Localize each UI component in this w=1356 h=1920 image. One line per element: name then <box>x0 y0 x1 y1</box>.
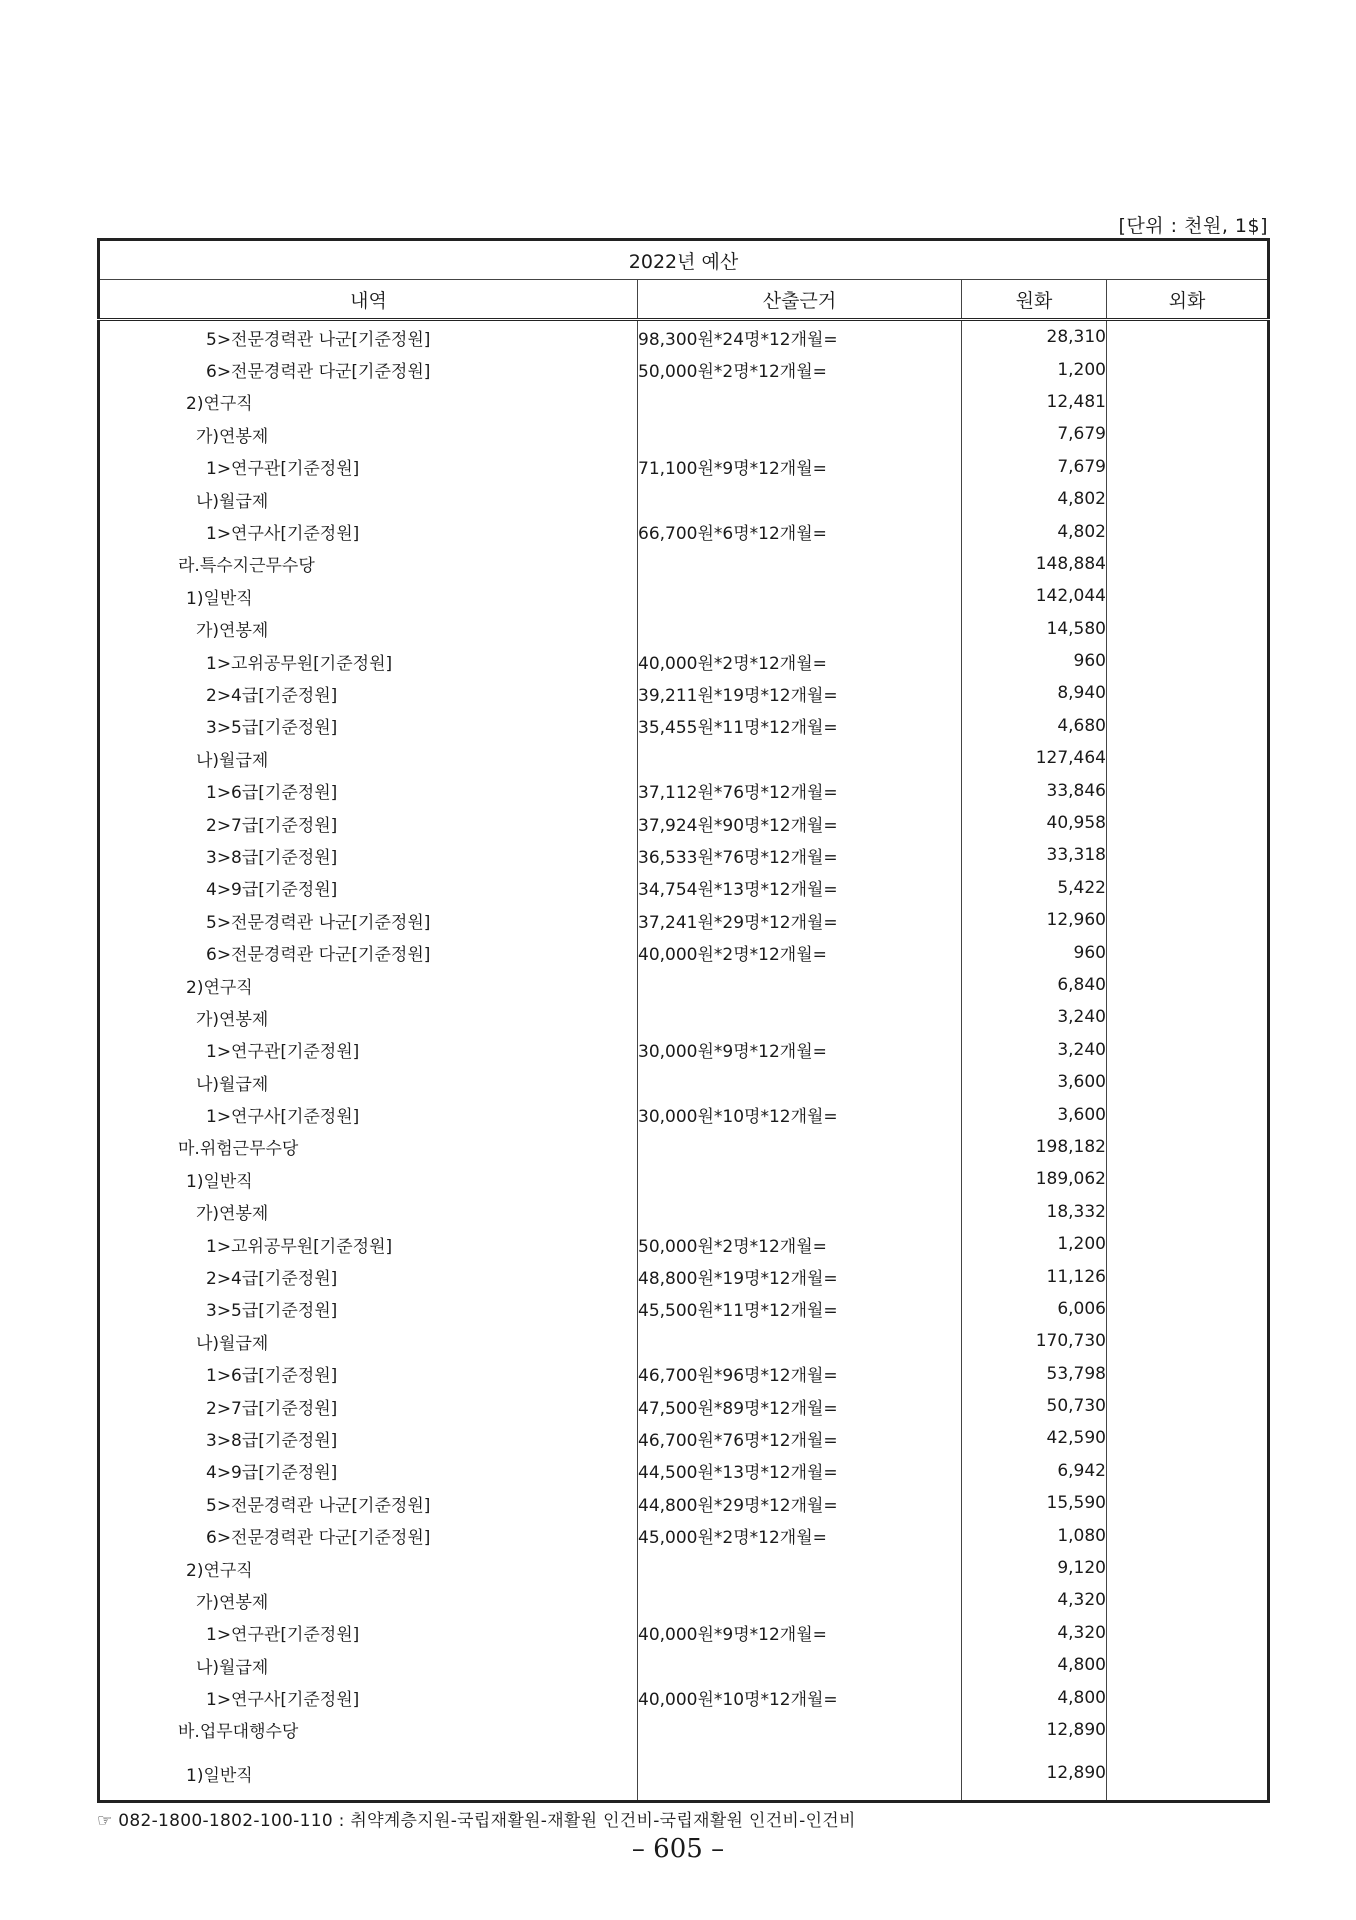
row-item: 마.위험근무수당 <box>178 1139 299 1160</box>
row-item: 6>전문경력관 다군[기준정원] <box>206 945 431 966</box>
row-basis: 45,000원*2명*12개월= <box>638 1519 962 1551</box>
row-basis <box>638 1131 962 1163</box>
row-basis <box>638 418 962 450</box>
row-basis: 50,000원*2명*12개월= <box>638 1228 962 1260</box>
row-basis: 48,800원*19명*12개월= <box>638 1260 962 1292</box>
table-row <box>99 548 1269 580</box>
row-krw: 15,590 <box>962 1487 1107 1519</box>
row-item: 1)일반직 <box>186 1171 253 1192</box>
row-fx <box>1107 1196 1269 1228</box>
table-row <box>99 613 1269 645</box>
table-row <box>99 418 1269 450</box>
table-row <box>99 1228 1269 1260</box>
row-basis <box>638 1649 962 1681</box>
row-basis: 36,533원*76명*12개월= <box>638 839 962 871</box>
row-basis <box>638 1163 962 1195</box>
row-basis: 30,000원*9명*12개월= <box>638 1034 962 1066</box>
row-basis: 39,211원*19명*12개월= <box>638 677 962 709</box>
row-item: 1>고위공무원[기준정원] <box>206 1236 393 1257</box>
table-row <box>99 1066 1269 1098</box>
unit-label: [단위 : 천원, 1$] <box>1118 215 1268 237</box>
table-row <box>99 1552 1269 1584</box>
row-item: 가)연봉제 <box>196 426 269 447</box>
table-row <box>99 386 1269 418</box>
row-item: 3>8급[기준정원] <box>206 1430 338 1451</box>
table-row <box>99 677 1269 709</box>
row-krw: 4,320 <box>962 1617 1107 1649</box>
footnote: ☞ 082-1800-1802-100-110 : 취약계층지원-국립재활원-재활원 인건비-국립재활원 인건비-인건비 <box>97 1811 856 1831</box>
table-body <box>99 320 1269 1802</box>
table-row <box>99 1390 1269 1422</box>
row-fx <box>1107 1034 1269 1066</box>
row-item: 3>8급[기준정원] <box>206 847 338 868</box>
row-krw: 28,310 <box>962 320 1107 354</box>
table-row <box>99 1714 1269 1746</box>
row-fx <box>1107 1714 1269 1746</box>
row-item: 1>연구관[기준정원] <box>206 1625 360 1646</box>
row-item: 1>연구사[기준정원] <box>206 1690 360 1711</box>
row-fx <box>1107 710 1269 742</box>
row-basis: 44,800원*29명*12개월= <box>638 1487 962 1519</box>
row-krw: 12,890 <box>962 1746 1107 1802</box>
row-basis <box>638 1001 962 1033</box>
table-row <box>99 1098 1269 1130</box>
row-basis <box>638 1584 962 1616</box>
row-fx <box>1107 1098 1269 1130</box>
row-item: 5>전문경력관 나군[기준정원] <box>206 1495 431 1516</box>
row-fx <box>1107 1390 1269 1422</box>
row-item: 가)연봉제 <box>196 1204 269 1225</box>
table-row <box>99 515 1269 547</box>
row-item: 나)월급제 <box>196 750 269 771</box>
row-fx <box>1107 613 1269 645</box>
row-basis <box>638 1196 962 1228</box>
row-krw: 960 <box>962 936 1107 968</box>
budget-table <box>97 238 1270 1803</box>
row-fx <box>1107 548 1269 580</box>
row-fx <box>1107 1519 1269 1551</box>
row-item: 2)연구직 <box>186 394 253 415</box>
row-item: 나)월급제 <box>196 1333 269 1354</box>
row-basis: 50,000원*2명*12개월= <box>638 353 962 385</box>
row-krw: 189,062 <box>962 1163 1107 1195</box>
row-item: 6>전문경력관 다군[기준정원] <box>206 1528 431 1549</box>
table-row <box>99 969 1269 1001</box>
row-item: 1>6급[기준정원] <box>206 783 338 804</box>
table-row <box>99 1358 1269 1390</box>
table-row <box>99 936 1269 968</box>
row-fx <box>1107 386 1269 418</box>
row-item: 5>전문경력관 나군[기준정원] <box>206 912 431 933</box>
row-krw: 11,126 <box>962 1260 1107 1292</box>
row-fx <box>1107 580 1269 612</box>
row-basis <box>638 742 962 774</box>
row-fx <box>1107 1681 1269 1713</box>
row-fx <box>1107 936 1269 968</box>
row-item: 2>4급[기준정원] <box>206 685 338 706</box>
table-row <box>99 1422 1269 1454</box>
column-header-basis: 산출근거 <box>638 280 962 320</box>
row-krw: 3,600 <box>962 1098 1107 1130</box>
row-item: 나)월급제 <box>196 1074 269 1095</box>
row-fx <box>1107 807 1269 839</box>
row-basis: 47,500원*89명*12개월= <box>638 1390 962 1422</box>
row-basis: 71,100원*9명*12개월= <box>638 451 962 483</box>
row-basis <box>638 386 962 418</box>
row-krw: 4,802 <box>962 483 1107 515</box>
table-row <box>99 1196 1269 1228</box>
row-fx <box>1107 1422 1269 1454</box>
row-krw: 7,679 <box>962 418 1107 450</box>
row-item: 3>5급[기준정원] <box>206 1301 338 1322</box>
row-fx <box>1107 872 1269 904</box>
row-basis: 45,500원*11명*12개월= <box>638 1293 962 1325</box>
row-fx <box>1107 418 1269 450</box>
table-row <box>99 1519 1269 1551</box>
row-basis: 37,924원*90명*12개월= <box>638 807 962 839</box>
row-krw: 9,120 <box>962 1552 1107 1584</box>
row-krw: 7,679 <box>962 451 1107 483</box>
row-item: 1>고위공무원[기준정원] <box>206 653 393 674</box>
row-basis: 98,300원*24명*12개월= <box>638 320 962 354</box>
row-item: 2>7급[기준정원] <box>206 1398 338 1419</box>
row-item: 바.업무대행수당 <box>178 1722 299 1743</box>
row-fx <box>1107 1131 1269 1163</box>
row-krw: 960 <box>962 645 1107 677</box>
row-krw: 198,182 <box>962 1131 1107 1163</box>
row-krw: 127,464 <box>962 742 1107 774</box>
row-basis <box>638 969 962 1001</box>
row-basis <box>638 1066 962 1098</box>
page-number: – 605 – <box>631 1834 725 1864</box>
row-item: 1>연구사[기준정원] <box>206 1107 360 1128</box>
row-basis <box>638 548 962 580</box>
table-row <box>99 1681 1269 1713</box>
table-row <box>99 1746 1269 1802</box>
row-fx <box>1107 1228 1269 1260</box>
row-item: 가)연봉제 <box>196 621 269 642</box>
row-basis: 46,700원*96명*12개월= <box>638 1358 962 1390</box>
year-header-row <box>99 240 1269 280</box>
column-header-item: 내역 <box>99 280 638 320</box>
row-krw: 1,200 <box>962 1228 1107 1260</box>
row-fx <box>1107 774 1269 806</box>
row-fx <box>1107 1325 1269 1357</box>
row-basis: 40,000원*10명*12개월= <box>638 1681 962 1713</box>
row-basis <box>638 1325 962 1357</box>
row-basis: 40,000원*9명*12개월= <box>638 1617 962 1649</box>
row-item: 나)월급제 <box>196 491 269 512</box>
row-krw: 14,580 <box>962 613 1107 645</box>
row-basis: 30,000원*10명*12개월= <box>638 1098 962 1130</box>
table-row <box>99 483 1269 515</box>
row-fx <box>1107 1358 1269 1390</box>
row-fx <box>1107 1066 1269 1098</box>
row-krw: 5,422 <box>962 872 1107 904</box>
row-item: 4>9급[기준정원] <box>206 1463 338 1484</box>
row-fx <box>1107 1487 1269 1519</box>
row-item: 2)연구직 <box>186 977 253 998</box>
row-fx <box>1107 1649 1269 1681</box>
row-fx <box>1107 1455 1269 1487</box>
row-basis <box>638 580 962 612</box>
table-row <box>99 1034 1269 1066</box>
row-krw: 4,320 <box>962 1584 1107 1616</box>
row-item: 가)연봉제 <box>196 1009 269 1030</box>
row-krw: 40,958 <box>962 807 1107 839</box>
row-fx <box>1107 904 1269 936</box>
row-krw: 4,680 <box>962 710 1107 742</box>
row-basis: 40,000원*2명*12개월= <box>638 645 962 677</box>
table-row <box>99 710 1269 742</box>
table-row <box>99 1487 1269 1519</box>
row-fx <box>1107 1163 1269 1195</box>
row-basis <box>638 1746 962 1802</box>
table-row <box>99 807 1269 839</box>
row-krw: 8,940 <box>962 677 1107 709</box>
row-krw: 42,590 <box>962 1422 1107 1454</box>
row-item: 1>연구관[기준정원] <box>206 459 360 480</box>
row-basis: 66,700원*6명*12개월= <box>638 515 962 547</box>
row-basis: 34,754원*13명*12개월= <box>638 872 962 904</box>
row-item: 3>5급[기준정원] <box>206 718 338 739</box>
column-header-row <box>99 280 1269 320</box>
row-basis: 46,700원*76명*12개월= <box>638 1422 962 1454</box>
column-header-krw: 원화 <box>962 280 1107 320</box>
row-fx <box>1107 451 1269 483</box>
table-row <box>99 451 1269 483</box>
row-fx <box>1107 320 1269 354</box>
table-row <box>99 645 1269 677</box>
row-krw: 170,730 <box>962 1325 1107 1357</box>
row-fx <box>1107 839 1269 871</box>
table-row <box>99 1131 1269 1163</box>
row-krw: 142,044 <box>962 580 1107 612</box>
row-item: 5>전문경력관 나군[기준정원] <box>206 329 431 350</box>
row-item: 2)연구직 <box>186 1560 253 1581</box>
table-row <box>99 1617 1269 1649</box>
row-item: 1>6급[기준정원] <box>206 1366 338 1387</box>
row-item: 라.특수지근무수당 <box>178 556 315 577</box>
row-basis: 37,112원*76명*12개월= <box>638 774 962 806</box>
row-fx <box>1107 1293 1269 1325</box>
row-fx <box>1107 1001 1269 1033</box>
row-krw: 6,840 <box>962 969 1107 1001</box>
row-basis: 35,455원*11명*12개월= <box>638 710 962 742</box>
row-krw: 33,846 <box>962 774 1107 806</box>
row-item: 가)연봉제 <box>196 1592 269 1613</box>
table-row <box>99 1584 1269 1616</box>
row-krw: 6,942 <box>962 1455 1107 1487</box>
column-header-fx: 외화 <box>1107 280 1269 320</box>
row-fx <box>1107 677 1269 709</box>
row-item: 2>7급[기준정원] <box>206 815 338 836</box>
row-krw: 4,800 <box>962 1681 1107 1713</box>
row-fx <box>1107 515 1269 547</box>
row-fx <box>1107 742 1269 774</box>
year-header: 2022년 예산 <box>99 240 1269 280</box>
row-fx <box>1107 1260 1269 1292</box>
row-basis: 40,000원*2명*12개월= <box>638 936 962 968</box>
row-fx <box>1107 645 1269 677</box>
row-krw: 148,884 <box>962 548 1107 580</box>
row-fx <box>1107 969 1269 1001</box>
row-krw: 3,240 <box>962 1001 1107 1033</box>
row-krw: 18,332 <box>962 1196 1107 1228</box>
row-basis <box>638 613 962 645</box>
row-basis: 44,500원*13명*12개월= <box>638 1455 962 1487</box>
row-basis <box>638 483 962 515</box>
row-fx <box>1107 483 1269 515</box>
table-row <box>99 904 1269 936</box>
row-krw: 12,890 <box>962 1714 1107 1746</box>
table-row <box>99 1649 1269 1681</box>
row-basis <box>638 1552 962 1584</box>
row-item: 4>9급[기준정원] <box>206 880 338 901</box>
table-row <box>99 1325 1269 1357</box>
table-row <box>99 774 1269 806</box>
table-row <box>99 1260 1269 1292</box>
row-basis <box>638 1714 962 1746</box>
row-krw: 1,080 <box>962 1519 1107 1551</box>
table-row <box>99 1455 1269 1487</box>
row-krw: 3,600 <box>962 1066 1107 1098</box>
row-item: 2>4급[기준정원] <box>206 1269 338 1290</box>
row-fx <box>1107 353 1269 385</box>
table-row <box>99 839 1269 871</box>
table-row <box>99 1163 1269 1195</box>
table-row <box>99 872 1269 904</box>
row-item: 1)일반직 <box>186 1765 253 1786</box>
row-fx <box>1107 1746 1269 1802</box>
row-basis: 37,241원*29명*12개월= <box>638 904 962 936</box>
row-fx <box>1107 1584 1269 1616</box>
table-row <box>99 320 1269 354</box>
table-row <box>99 1001 1269 1033</box>
row-fx <box>1107 1552 1269 1584</box>
table-row <box>99 353 1269 385</box>
row-item: 1>연구관[기준정원] <box>206 1042 360 1063</box>
table-row <box>99 1293 1269 1325</box>
row-fx <box>1107 1617 1269 1649</box>
row-item: 6>전문경력관 다군[기준정원] <box>206 362 431 383</box>
row-krw: 4,800 <box>962 1649 1107 1681</box>
row-krw: 50,730 <box>962 1390 1107 1422</box>
row-krw: 53,798 <box>962 1358 1107 1390</box>
row-krw: 12,960 <box>962 904 1107 936</box>
row-krw: 4,802 <box>962 515 1107 547</box>
row-item: 1)일반직 <box>186 588 253 609</box>
table-row <box>99 742 1269 774</box>
row-krw: 3,240 <box>962 1034 1107 1066</box>
row-krw: 12,481 <box>962 386 1107 418</box>
row-krw: 33,318 <box>962 839 1107 871</box>
row-item: 나)월급제 <box>196 1657 269 1678</box>
row-krw: 6,006 <box>962 1293 1107 1325</box>
row-krw: 1,200 <box>962 353 1107 385</box>
table-row <box>99 580 1269 612</box>
row-item: 1>연구사[기준정원] <box>206 524 360 545</box>
